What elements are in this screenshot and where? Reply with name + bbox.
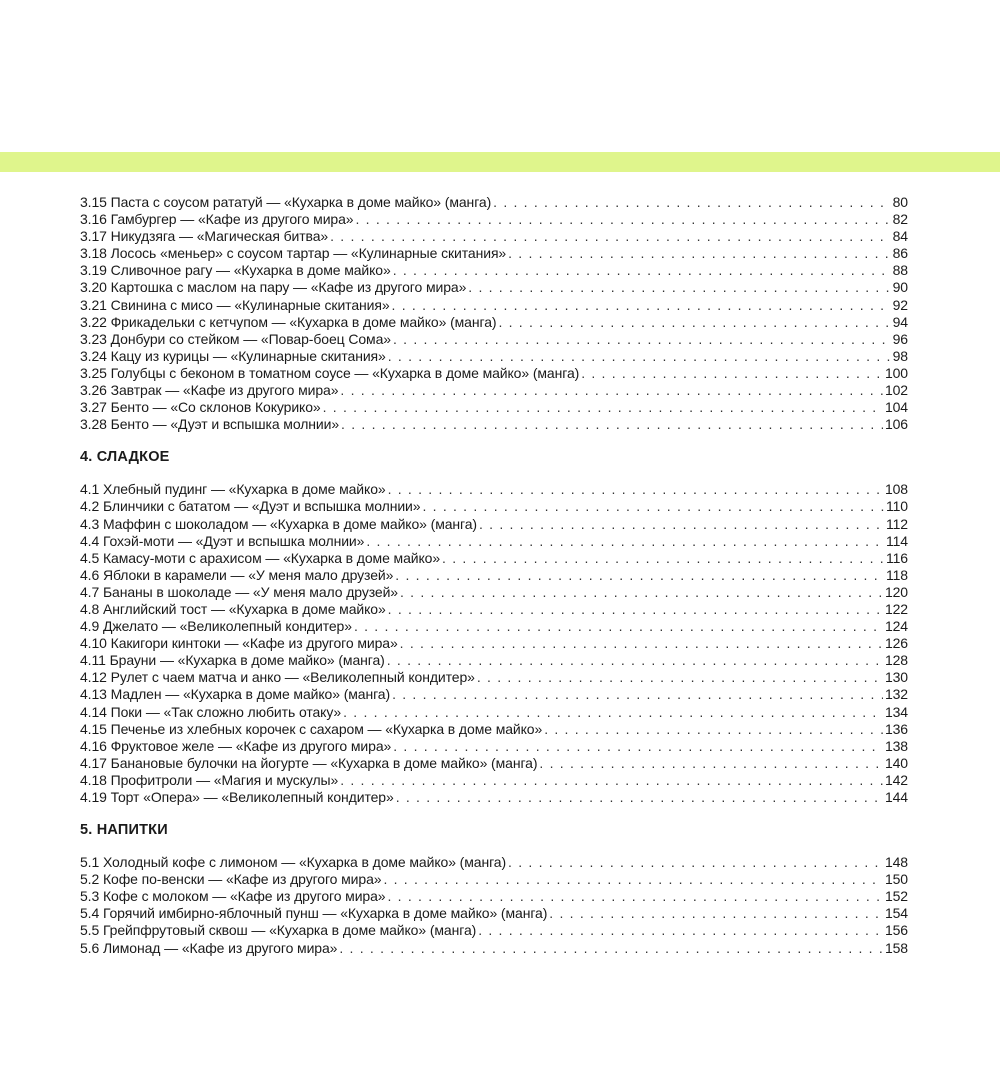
- dot-leader: [498, 314, 890, 331]
- toc-entry-page-number: 112: [885, 515, 908, 532]
- toc-entry[interactable]: [80, 194, 908, 211]
- toc-entry-title: 3.28 Бенто — «Дуэт и вспышка молнии»: [80, 416, 340, 433]
- dot-leader: [396, 789, 883, 806]
- toc-entry[interactable]: [80, 940, 908, 957]
- dot-leader: [354, 618, 883, 635]
- toc-entry-page-number: 80: [892, 194, 908, 210]
- dot-leader: [388, 601, 883, 618]
- toc-entry[interactable]: [80, 854, 908, 871]
- dot-leader: [388, 481, 883, 498]
- dot-leader: [340, 382, 883, 399]
- dot-leader: [508, 854, 883, 871]
- dot-leader: [468, 279, 890, 296]
- toc-entry-title: 4.4 Гохэй-моти — «Дуэт и вспышка молнии»: [80, 532, 365, 549]
- toc-entry[interactable]: [80, 550, 908, 567]
- dot-leader: [330, 228, 891, 245]
- toc-entry-title: 4.8 Английский тост — «Кухарка в доме майко»: [80, 600, 386, 617]
- toc-entry-title: 3.26 Завтрак — «Кафе из другого мира»: [80, 382, 339, 399]
- toc-entry-page-number: 114: [885, 532, 908, 549]
- toc-entry[interactable]: [80, 498, 908, 515]
- toc-entry[interactable]: [80, 789, 908, 806]
- section-heading-drinks: 5. НАПИТКИ: [80, 822, 168, 839]
- dot-leader: [387, 888, 882, 905]
- dot-leader: [581, 365, 883, 382]
- toc-entry-title: 3.24 Кацу из курицы — «Кулинарные скитания»: [80, 347, 386, 364]
- toc-entry[interactable]: [80, 721, 908, 738]
- toc-entry[interactable]: [80, 365, 908, 382]
- toc-entry-page-number: 100: [884, 364, 908, 381]
- toc-entry[interactable]: [80, 686, 908, 703]
- chapter-4-entries: [80, 481, 908, 806]
- toc-entry-title: 4.9 Джелато — «Великолепный кондитер»: [80, 618, 352, 635]
- dot-leader: [392, 686, 883, 703]
- toc-entry-page-number: 94: [892, 313, 908, 330]
- toc-entry[interactable]: [80, 516, 908, 533]
- toc-entry-page-number: 84: [892, 228, 908, 245]
- toc-entry-title: 4.14 Поки — «Так сложно любить отаку»: [80, 703, 342, 720]
- toc-entry-page-number: 132: [884, 686, 908, 703]
- toc-entry-page-number: 106: [884, 416, 908, 433]
- toc-entry-title: 4.2 Блинчики с бататом — «Дуэт и вспышка молнии»: [80, 498, 421, 515]
- toc-entry-title: 4.15 Печенье из хлебных корочек с сахаром — «Кухарка в доме майко»: [80, 720, 543, 737]
- toc-entry-title: 3.23 Донбури со стейком — «Повар-боец Сома»: [80, 330, 391, 347]
- toc-entry[interactable]: [80, 399, 908, 416]
- dot-leader: [493, 194, 890, 211]
- toc-entry-page-number: 130: [884, 669, 908, 686]
- toc-entry-title: 5.4 Горячий имбирно-яблочный пунш — «Кухарка в доме майко» (манга): [80, 905, 548, 922]
- dot-leader: [539, 755, 883, 772]
- toc-entry-title: 5.1 Холодный кофе с лимоном — «Кухарка в доме майко» (манга): [80, 854, 507, 871]
- toc-entry-page-number: 98: [892, 347, 908, 364]
- toc-entry[interactable]: [80, 871, 908, 888]
- dot-leader: [383, 871, 882, 888]
- toc-entry-title: 5.5 Грейпфрутовый сквош — «Кухарка в доме майко» (манга): [80, 922, 477, 939]
- dot-leader: [343, 704, 883, 721]
- toc-entry-page-number: 136: [884, 720, 908, 737]
- toc-entry[interactable]: [80, 922, 908, 939]
- dot-leader: [544, 721, 883, 738]
- dot-leader: [422, 498, 884, 515]
- dot-leader: [340, 772, 883, 789]
- toc-entry-page-number: 122: [884, 600, 908, 617]
- dot-leader: [366, 533, 884, 550]
- dot-leader: [323, 399, 883, 416]
- toc-entry-page-number: 116: [885, 549, 908, 566]
- toc-entry[interactable]: [80, 738, 908, 755]
- toc-entry-page-number: 134: [884, 703, 908, 720]
- toc-entry-title: 5.3 Кофе с молоком — «Кафе из другого мира»: [80, 888, 386, 905]
- chapter-5-entries: [80, 854, 908, 957]
- toc-entry-title: 3.17 Никудзяга — «Магическая битва»: [80, 228, 329, 245]
- toc-entry[interactable]: [80, 297, 908, 314]
- toc-entry[interactable]: [80, 228, 908, 245]
- toc-entry-title: 4.6 Яблоки в карамели — «У меня мало друзей»: [80, 566, 394, 583]
- toc-entry[interactable]: [80, 772, 908, 789]
- toc-entry-page-number: 108: [884, 481, 908, 498]
- dot-leader: [339, 940, 883, 957]
- toc-entry-page-number: 158: [884, 939, 908, 956]
- toc-entry[interactable]: [80, 905, 908, 922]
- toc-entry-page-number: 86: [892, 245, 908, 262]
- dot-leader: [549, 905, 883, 922]
- toc-entry-page-number: 120: [884, 583, 908, 600]
- toc-entry-page-number: 104: [884, 399, 908, 416]
- toc-entry-title: 4.17 Банановые булочки на йогурте — «Кухарка в доме майко» (манга): [80, 754, 538, 771]
- toc-entry[interactable]: [80, 567, 908, 584]
- toc-entry-page-number: 88: [892, 262, 908, 279]
- dot-leader: [341, 416, 883, 433]
- dot-leader: [477, 669, 883, 686]
- dot-leader: [393, 331, 891, 348]
- toc-entry-title: 4.19 Торт «Опера» — «Великолепный кондитер»: [80, 789, 394, 805]
- toc-entry-title: 4.10 Какигори кинтоки — «Кафе из другого мира»: [80, 635, 398, 652]
- toc-entry-title: 3.19 Сливочное рагу — «Кухарка в доме майко»: [80, 262, 391, 279]
- dot-leader: [388, 348, 891, 365]
- toc-entry-page-number: 124: [884, 618, 908, 635]
- toc-entry-page-number: 92: [892, 296, 908, 313]
- toc-entry[interactable]: [80, 331, 908, 348]
- toc-entry-page-number: 118: [885, 566, 908, 583]
- toc-entry[interactable]: [80, 245, 908, 262]
- toc-entry[interactable]: [80, 314, 908, 331]
- toc-entry[interactable]: [80, 533, 908, 550]
- toc-entry-title: 4.11 Брауни — «Кухарка в доме майко» (манга): [80, 652, 385, 669]
- toc-entry-title: 4.7 Бананы в шоколаде — «У меня мало друзей»: [80, 583, 398, 600]
- dot-leader: [400, 635, 883, 652]
- table-of-contents: [80, 194, 908, 957]
- toc-entry-title: 4.16 Фруктовое желе — «Кафе из другого мира»: [80, 737, 392, 754]
- toc-entry-page-number: 110: [885, 498, 908, 515]
- toc-entry-title: 3.21 Свинина с мисо — «Кулинарные скитания»: [80, 296, 390, 313]
- toc-entry-title: 3.22 Фрикадельки с кетчупом — «Кухарка в доме майко» (манга): [80, 313, 497, 330]
- toc-entry-title: 4.5 Камасу-моти с арахисом — «Кухарка в доме майко»: [80, 549, 441, 566]
- dot-leader: [400, 584, 883, 601]
- section-heading-sweets: 4. СЛАДКОЕ: [80, 449, 170, 466]
- toc-entry-title: 3.18 Лосось «меньер» с соусом тартар — «Кулинарные скитания»: [80, 245, 507, 262]
- toc-entry-page-number: 148: [884, 854, 908, 871]
- dot-leader: [387, 652, 883, 669]
- dot-leader: [508, 245, 891, 262]
- toc-entry-page-number: 152: [884, 888, 908, 905]
- toc-entry[interactable]: [80, 262, 908, 279]
- chapter-3-entries: [80, 194, 908, 433]
- toc-entry-title: 5.2 Кофе по-венски — «Кафе из другого мира»: [80, 871, 382, 888]
- dot-leader: [392, 297, 891, 314]
- toc-entry-title: 5.6 Лимонад — «Кафе из другого мира»: [80, 939, 338, 956]
- dot-leader: [478, 922, 883, 939]
- toc-entry-title: 4.13 Мадлен — «Кухарка в доме майко» (манга): [80, 686, 391, 703]
- toc-entry-title: 3.15 Паста с соусом рататуй — «Кухарка в доме майко» (манга): [80, 194, 492, 210]
- toc-entry[interactable]: [80, 348, 908, 365]
- toc-entry[interactable]: [80, 704, 908, 721]
- toc-entry-page-number: 96: [892, 330, 908, 347]
- toc-entry-title: 4.18 Профитроли — «Магия и мускулы»: [80, 771, 339, 788]
- toc-entry-page-number: 128: [884, 652, 908, 669]
- toc-entry-title: 4.1 Хлебный пудинг — «Кухарка в доме майко»: [80, 481, 386, 498]
- toc-entry[interactable]: [80, 279, 908, 296]
- dot-leader: [356, 211, 891, 228]
- toc-entry-title: 3.27 Бенто — «Со склонов Кокурико»: [80, 399, 321, 416]
- toc-entry[interactable]: [80, 382, 908, 399]
- toc-entry[interactable]: [80, 584, 908, 601]
- toc-entry-page-number: 150: [884, 871, 908, 888]
- toc-entry-title: 3.20 Картошка с маслом на пару — «Кафе из другого мира»: [80, 279, 467, 296]
- toc-entry[interactable]: [80, 618, 908, 635]
- toc-entry-page-number: 82: [892, 211, 908, 228]
- toc-entry-page-number: 156: [884, 922, 908, 939]
- toc-entry-title: 3.25 Голубцы с беконом в томатном соусе — «Кухарка в доме майко» (манга): [80, 364, 580, 381]
- toc-entry-page-number: 140: [884, 754, 908, 771]
- toc-entry-page-number: 126: [884, 635, 908, 652]
- toc-entry[interactable]: [80, 601, 908, 618]
- toc-entry[interactable]: [80, 888, 908, 905]
- toc-entry[interactable]: [80, 416, 908, 433]
- dot-leader: [395, 567, 884, 584]
- toc-entry-title: 4.12 Рулет с чаем матча и анко — «Великолепный кондитер»: [80, 669, 475, 686]
- toc-entry-title: 4.3 Маффин с шоколадом — «Кухарка в доме майко» (манга): [80, 515, 477, 532]
- dot-leader: [442, 550, 884, 567]
- toc-entry[interactable]: [80, 635, 908, 652]
- toc-entry-page-number: 102: [884, 382, 908, 399]
- toc-entry-page-number: 90: [892, 279, 908, 296]
- toc-entry-page-number: 144: [884, 789, 908, 805]
- toc-entry[interactable]: [80, 211, 908, 228]
- toc-entry-page-number: 142: [884, 771, 908, 788]
- toc-entry[interactable]: [80, 755, 908, 772]
- toc-entry[interactable]: [80, 481, 908, 498]
- dot-leader: [393, 262, 891, 279]
- toc-entry-page-number: 154: [884, 905, 908, 922]
- toc-entry-page-number: 138: [884, 737, 908, 754]
- toc-entry-title: 3.16 Гамбургер — «Кафе из другого мира»: [80, 211, 354, 228]
- dot-leader: [479, 516, 884, 533]
- toc-entry[interactable]: [80, 669, 908, 686]
- toc-entry[interactable]: [80, 652, 908, 669]
- dot-leader: [393, 738, 883, 755]
- header-color-band: [0, 152, 1000, 172]
